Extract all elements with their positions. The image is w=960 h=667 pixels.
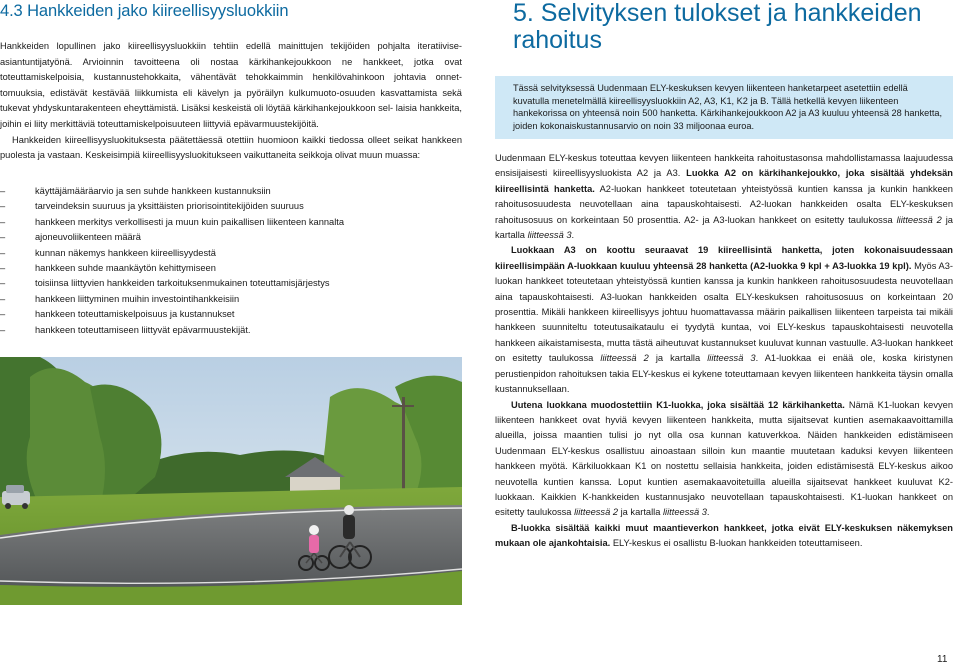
left-body-text <box>0 39 462 164</box>
list-item: – hankkeen toteuttamiseen liittyvät epävarmuustekijät. <box>0 323 462 338</box>
list-item: – hankkeen merkitys verkollisesti ja muun kuin paikallisen liikenteen kannalta <box>0 215 462 230</box>
right-paragraph-1: Uudenmaan ELY-keskus toteuttaa kevyen liikenteen hankkeita rahoitustasonsa mahdollistamassa laajuudessa ensisijaisesti kiireellisyysluokista A2 ja A3. Luokka A2 on kärkihankejoukko, joka sisältää yhdeksän kiireellisintä hanketta. A2-luokan hankkeet toteutetaan yhteistyössä kuntien kanssa ja kunkin hankkeen rahoitusosuudesta neuvotellaan aina tapauskohtaisesti. A2-luokan hankkeiden osalta ELY-keskuksen rahoitusosuus on korkeintaan 50 prosenttia. A2- ja A3-luokan hankkeet on esitetty taulukossa liitteessä 2 ja kartalla liitteessä 3. <box>495 153 953 241</box>
right-body-text <box>495 151 953 552</box>
left-paragraph-1: Hankkeiden lopullinen jako kiireellisyysluokkiin tehtiin edellä mainittujen tekijöiden pohjalta iteratiivise- asiantuntijatyönä. Arvioinnin tavoitteena oli nostaa kärkihankejoukkoon ne hankkeet, jotka ovat toteuttamiskelpoisia, kustannustehokkaita, vähentävät tehokkaimmin henkilövahinkoon johtavia onnet- tomuuksia, edistävät kestävää liikkumista eli kävelyn ja pyöräilyn kulkumuoto-osuuden kasvattamista sekä tukevat yhdyskuntarakenteen eheyttämistä. Lisäksi keskeistä oli löytää kärkihankejoukkoon sel- laisia hankkeita, joihin ei liity merkittäviä toteuttamiskelpoisuuteen liittyviä epävarmuustekijöitä. <box>0 41 462 129</box>
cyclists-road-photo <box>0 357 462 605</box>
chapter-title: 5. Selvityksen tulokset ja hankkeiden rahoitus <box>513 0 922 54</box>
right-paragraph-3: Uutena luokkana muodostettiin K1-luokka, joka sisältää 12 kärkihanketta. Nämä K1-luokan kevyen liikenteen hankkeet ovat hyviä kevyen liikenteen hankkeita, mutta sijaitsevat kuntien asemakaavoittamilla alueilla, joissa maantien tulisi jo nyt olla osa kunnan katuverkkoa. Näiden hankkeiden edistämiseen Uudenmaan ELY-keskus osallistuu ainoastaan silloin kun maantie muutetaan kaduksi kevyen liikenteen hankkeen myötä. Kärkiluokkaan K1 on nostettu sellaisia hankkeita, joiden edistämisestä ELY-keskus aikoo neuvotella kuntien kanssa. Loput kuntien asemakaavoitetuilla alueilla sijaitsevat hankkeet kuuluvat K2-luokkaan. Kaikkien K-hankkeiden kustannusjako neuvotellaan tapauskohtaisesti. K1-luokan hankkeet on esitetty taulukossa liitteessä 2 ja kartalla liitteessä 3. <box>495 399 953 518</box>
summary-box: Tässä selvityksessä Uudenmaan ELY-keskuksen kevyen liikenteen hanketarpeet asetettiin edellä kuvatulla menetelmällä kiireellisyysluokkiin A2, A3, K1, K2 ja B. Tällä hetkellä kevyen liikenteen hankekorissa on yhteensä noin 500 hanketta. Kärkihankejoukkoon A2 ja A3 kuuluu yhteensä 28 hanketta, joiden kokonaiskustannusarvio on noin 33 miljoonaa euroa. <box>495 76 953 139</box>
list-item: – hankkeen suhde maankäytön kehittymiseen <box>0 261 462 276</box>
section-title: 4.3 Hankkeiden jako kiireellisyysluokkiin <box>0 2 289 20</box>
list-item: – toisiinsa liittyvien hankkeiden tarkoituksenmukainen toteuttamisjärjestys <box>0 276 462 291</box>
criteria-list <box>0 184 462 338</box>
list-item: – hankkeen liittyminen muihin investointihankkeisiin <box>0 292 462 307</box>
list-item: – hankkeen toteuttamiskelpoisuus ja kustannukset <box>0 307 462 322</box>
page-number: 11 <box>937 654 948 665</box>
list-item: – ajoneuvoliikenteen määrä <box>0 230 462 245</box>
list-item: – kunnan näkemys hankkeen kiireellisyydestä <box>0 246 462 261</box>
list-item: – käyttäjämääräarvio ja sen suhde hankkeen kustannuksiin <box>0 184 462 199</box>
left-paragraph-2: Hankkeiden kiireellisyysluokituksesta päätettäessä otettiin huomioon kaikki tiedossa olleet seikat hankkeen puolesta ja vastaan. Keskeisimpiä kiireellisyysluokitukseen vaikuttaneita seikkoja olivat muun muassa: <box>0 134 462 161</box>
right-paragraph-2: Luokkaan A3 on koottu seuraavat 19 kiireellisintä hanketta, joten kokonaisuudessaan kiireellisimpään A-luokkaan kuuluu yhteensä 28 hanketta (A2-luokka 9 kpl + A3-luokka 19 kpl). Myös A3-luokan hankkeet toteutetaan yhteistyössä kuntien kanssa ja kunkin hankkeen rahoitusosuudesta neuvotellaan aina tapauskohtaisesti. A3-luokan hankkeiden osalta ELY-keskuksen rahoitusosuus on korkeintaan 20 prosenttia. Mikäli hankkeen kiireellisyys johtuu huomattavassa määrin paikallisen liikenteen tarpeista tai mikäli hankkeen suunniteltu toteutusaikataulu ei tyydytä kuntaa, voi ELY-keskus tapauskohtaisesti neuvotella hankkeen aikaistamisesta, mutta tästä aiheutuvat kustannukset kuuluvat kunnan vastuulle. A3-luokan hankkeet on esitetty taulukossa liitteessä 2 ja kartalla liitteessä 3. A1-luokkaa ei enää ole, koska kiristynen perustienpidon rahoituksen takia ELY-keskus ei kykene toteuttamaan kevyen liikenteen hankkeita täysin omalla kustannuksellaan. <box>495 245 953 395</box>
right-paragraph-4: B-luokka sisältää kaikki muut maantieverkon hankkeet, jotka eivät ELY-keskuksen näkemyksen mukaan ole ajankohtaisia. ELY-keskus ei osallistu B-luokan hankkeiden toteuttamiseen. <box>495 522 953 549</box>
list-item: – tarveindeksin suuruus ja yksittäisten priorisointitekijöiden suuruus <box>0 199 462 214</box>
